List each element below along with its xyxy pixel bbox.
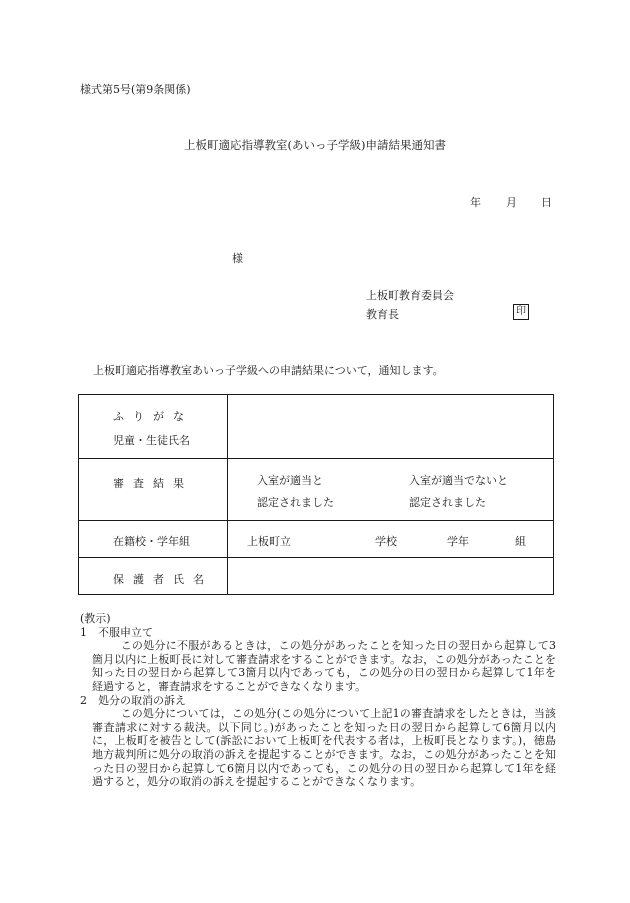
lawsuit-section-title: 2 処分の取消の訴え (80, 693, 186, 707)
lawsuit-section-body: この処分については，この処分(この処分について上記1の審査請求をしたときは，当該審査請求に対する裁決。以下同じ。)があったことを知った日の翌日から起算して6箇月以内に，上板町を被告として(訴訟において上板町を代表する者は，上板町長となります。)，徳島地方裁判所に処分の取消の訴えを提起することができます。なお，この処分があったことを知った日の翌日から起算して6箇月以内であっても，この処分の日の翌日から起算して1年を経過すると，処分の取消の訴えを提起することができなくなります。 (92, 707, 556, 789)
date-month-label: 月 (506, 196, 517, 209)
review-approved-line1: 入室が適当と (257, 474, 323, 487)
notice-text: 上板町適応指導教室あいっ子学級への申請結果について，通知します。 (93, 364, 444, 377)
instructions-section (80, 612, 556, 789)
date-year-label: 年 (470, 196, 481, 209)
school-town-text: 上板町立 (247, 535, 291, 548)
instructions-heading: (教示) (80, 612, 111, 625)
recipient-honorific: 様 (232, 252, 243, 265)
appeal-section-body: この処分に不服があるときは，この処分があったことを知った日の翌日から起算して3箇月以内に上板町長に対して審査請求をすることができます。なお，この処分があったことを知った日の翌日から起算して3箇月以内であっても，この処分の日の翌日から起算して1年を経過すると，審査請求をすることができなくなります。 (92, 639, 556, 693)
document-title: 上板町適応指導教室(あいっ子学級)申請結果通知書 (184, 138, 446, 152)
date-day-label: 日 (541, 196, 552, 209)
school-grade-class-label: 在籍校・学年組 (113, 535, 190, 548)
student-name-label: 児童・生徒氏名 (113, 434, 190, 447)
table-column-divider (227, 395, 228, 594)
form-number: 様式第5号(第9条関係) (80, 83, 191, 96)
review-denied-line1: 入室が適当でないと (409, 474, 508, 487)
issuer-organization: 上板町教育委員会 (366, 289, 454, 302)
grade-suffix-text: 学年 (447, 535, 469, 548)
seal-stamp: 印 (513, 304, 529, 320)
review-result-label: 審査結果 (113, 477, 193, 490)
school-suffix-text: 学校 (375, 535, 397, 548)
guardian-name-label: 保護者氏名 (113, 573, 213, 586)
review-denied-line2: 認定されました (409, 496, 486, 509)
table-row-divider (79, 458, 553, 459)
application-result-table (78, 394, 554, 595)
table-row-divider (79, 520, 553, 521)
furigana-label: ふりがな (113, 410, 193, 423)
class-suffix-text: 組 (515, 535, 526, 548)
table-row-divider (79, 557, 553, 558)
appeal-section-title: 1 不服申立て (80, 625, 153, 639)
review-approved-line2: 認定されました (257, 496, 334, 509)
issuer-title: 教育長 (366, 308, 399, 321)
